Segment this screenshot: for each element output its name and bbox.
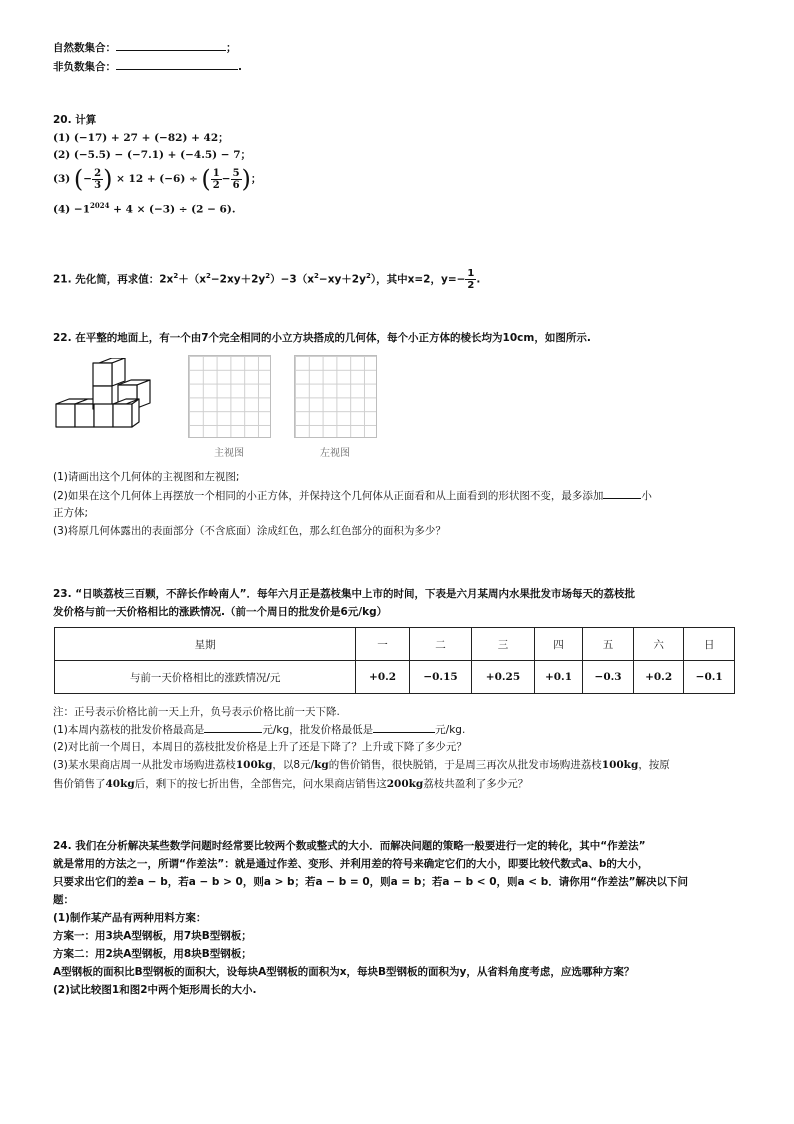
q20-title: 20. 计算 bbox=[53, 114, 97, 126]
nonneg-set-label: 非负数集合： bbox=[53, 61, 116, 73]
q22-part1: (1)请画出这个几何体的主视图和左视图; bbox=[53, 471, 240, 483]
q22-title: 22. 在平整的地面上，有一个由7个完全相同的小立方块搭成的几何体，每个小正方体的棱长均为10cm，如图所示. bbox=[53, 332, 591, 344]
table-cell: +0.1 bbox=[534, 661, 583, 694]
table-cell: 一 bbox=[356, 628, 409, 661]
q23-line1: 23. “日啖荔枝三百颗，不辞长作岭南人”．每年六月正是荔枝集中上市的时间，下表是六月某周内水果批发市场每天的荔枝批 bbox=[53, 588, 636, 600]
nonneg-set-end: . bbox=[238, 61, 242, 73]
q24-line3: 只要求出它们的差a − b，若a − b > 0，则a > b；若a − b = 0，则a = b；若a − b < 0，则a < b．请你用“作差法”解决以下问 bbox=[53, 876, 689, 888]
q24-line8: A型钢板的面积比B型钢板的面积大，设每块A型钢板的面积为x，每块B型钢板的面积为y，从省料角度考虑，应选哪种方案？ bbox=[53, 966, 635, 978]
q20-part3-middle: × 12 + (−6) ÷ bbox=[116, 173, 198, 185]
q23-part3: (3)某水果商店周一从批发市场购进荔枝100kg，以8元/kg的售价销售，很快脱销，于是周三再次从批发市场购进荔枝100kg，按原 bbox=[53, 759, 670, 771]
natural-set-end: ； bbox=[226, 42, 237, 54]
q20-part2: (2) (−5.5) − (−7.1) + (−4.5) − 7； bbox=[53, 149, 252, 161]
front-view-caption: 主视图 bbox=[214, 448, 244, 459]
table-cell: 二 bbox=[409, 628, 471, 661]
q24-part1: (1)制作某产品有两种用料方案： bbox=[53, 912, 207, 924]
q23-line2: 发价格与前一天价格相比的涨跌情况.（前一个周日的批发价是6元/kg） bbox=[53, 606, 388, 618]
table-cell: −0.3 bbox=[583, 661, 634, 694]
left-view-grid[interactable] bbox=[294, 355, 377, 438]
q20-part4: $(4) -1^{2024} + 4 \times (-3) \div (2 - 6)$. bbox=[53, 201, 236, 216]
q24-part2: (2)试比较图1和图2中两个矩形周长的大小. bbox=[53, 984, 257, 996]
fraction: $\frac{1}{2}$ bbox=[467, 268, 475, 291]
q24-line4: 题： bbox=[53, 894, 74, 906]
table-header-row bbox=[55, 628, 735, 661]
q22-part2-cont: 正方体; bbox=[53, 507, 89, 519]
table-cell: 三 bbox=[472, 628, 534, 661]
q23-part1: (1)本周内荔枝的批发价格最高是 元/kg，批发价格最低是 元/kg. bbox=[53, 721, 465, 738]
q20-part3-prefix: (3) bbox=[53, 173, 71, 185]
nonneg-set-blank[interactable] bbox=[116, 58, 238, 70]
table-cell: +0.2 bbox=[633, 661, 684, 694]
q23-part2: (2)对比前一个周日，本周日的荔枝批发价格是上升了还是下降了？上升或下降了多少元？ bbox=[53, 741, 467, 753]
table-row-label: 与前一天价格相比的涨跌情况/元 bbox=[55, 661, 356, 694]
q24-plan1: 方案一：用3块A型钢板，用7块B型钢板； bbox=[53, 930, 252, 942]
natural-set-blank[interactable] bbox=[116, 39, 226, 51]
nonneg-set-line bbox=[53, 58, 242, 75]
natural-set-label: 自然数集合： bbox=[53, 42, 116, 54]
fraction: $\frac{1}{2}$ bbox=[212, 167, 220, 191]
q20-part1: (1) (−17) + 27 + (−82) + 42； bbox=[53, 132, 229, 144]
q23-blank-max[interactable] bbox=[204, 721, 262, 733]
q23-part3-cont: 售价销售了40kg后，剩下的按七折出售，全部售完，问水果商店销售这200kg荔枝共盈利了多少元？ bbox=[53, 778, 529, 790]
q21-line: 21. 先化简，再求值：$2x^2+(x^2-2xy+2y^2)-3(x^2-xy+2y^2)$，其中x=2，y=− $\frac{1}{2}$ . bbox=[53, 268, 481, 291]
price-change-table bbox=[54, 627, 735, 694]
left-view-caption: 左视图 bbox=[320, 448, 350, 459]
table-cell: 四 bbox=[534, 628, 583, 661]
natural-set-line bbox=[53, 39, 237, 56]
table-cell: +0.25 bbox=[472, 661, 534, 694]
table-cell: −0.1 bbox=[684, 661, 735, 694]
table-cell: 日 bbox=[684, 628, 735, 661]
table-cell: +0.2 bbox=[356, 661, 409, 694]
q24-line2: 就是常用的方法之一，所谓“作差法”：就是通过作差、变形、并利用差的符号来确定它们的大小，即要比较代数式a、b的大小， bbox=[53, 858, 649, 870]
q24-line1: 24. 我们在分析解决某些数学问题时经常要比较两个数或整式的大小．而解决问题的策略一般要进行一定的转化，其中“作差法” bbox=[53, 840, 646, 852]
fraction: $\frac{5}{6}$ bbox=[232, 167, 240, 191]
cube-solid-figure bbox=[52, 358, 154, 436]
q22-blank[interactable] bbox=[603, 487, 641, 499]
q20-part3: (3) (− $\frac{2}{3}$ ) × 12 + (−6) ÷ ( $\frac{1}{2}$ − $\frac{5}{6}$ )； bbox=[53, 165, 262, 193]
table-row bbox=[55, 661, 735, 694]
table-cell: −0.15 bbox=[409, 661, 471, 694]
front-view-grid[interactable] bbox=[188, 355, 271, 438]
q24-plan2: 方案二：用2块A型钢板，用8块B型钢板； bbox=[53, 948, 252, 960]
fraction: $\frac{2}{3}$ bbox=[94, 167, 102, 191]
table-cell: 五 bbox=[583, 628, 634, 661]
table-header-label: 星期 bbox=[55, 628, 356, 661]
q23-blank-min[interactable] bbox=[373, 721, 435, 733]
q22-part3: (3)将原几何体露出的表面部分（不含底面）涂成红色，那么红色部分的面积为多少？ bbox=[53, 525, 446, 537]
q23-note: 注：正号表示价格比前一天上升，负号表示价格比前一天下降. bbox=[53, 706, 340, 718]
table-cell: 六 bbox=[633, 628, 684, 661]
q22-part2: (2)如果在这个几何体上再摆放一个相同的小正方体，并保持这个几何体从正面看和从上面看到的形状图不变，最多添加 小 bbox=[53, 487, 652, 504]
